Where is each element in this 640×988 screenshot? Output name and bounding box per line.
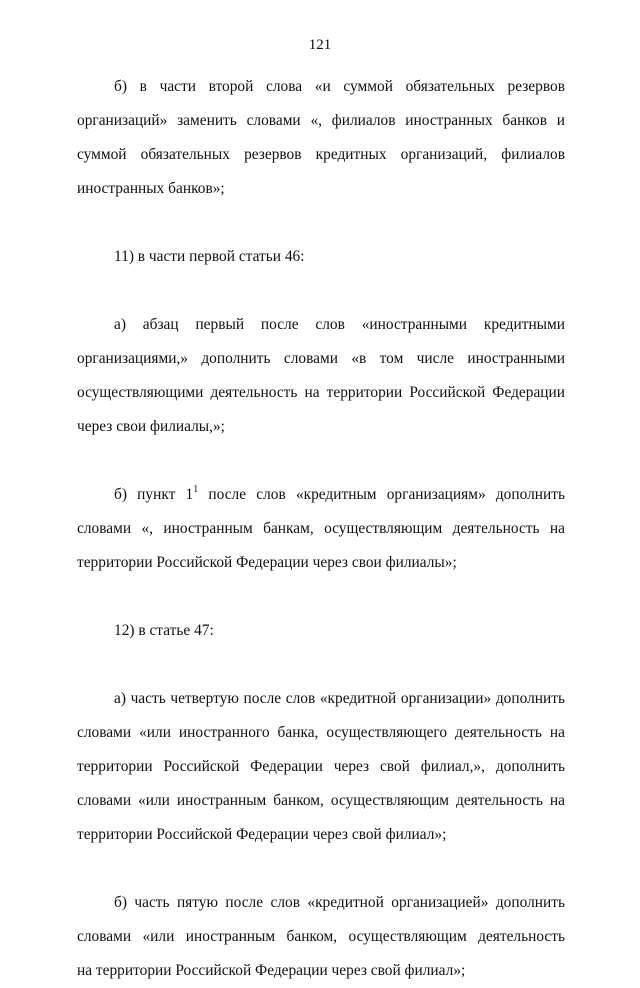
text-line: территории Российской Федерации через свои филиалы»; bbox=[77, 554, 457, 571]
text-line: иностранных банков»; bbox=[77, 180, 225, 197]
paragraph-item-11 bbox=[77, 240, 565, 274]
document-body bbox=[77, 70, 565, 988]
paragraph-b-part-two bbox=[77, 70, 565, 206]
paragraph-item-12 bbox=[77, 614, 565, 648]
text-line bbox=[77, 478, 565, 512]
paragraph-b-part-five bbox=[77, 886, 565, 988]
text-line: суммой обязательных резервов кредитных организаций, филиалов bbox=[77, 146, 565, 163]
text-fragment: б) пункт 1 bbox=[114, 486, 194, 503]
text-line: организациями,» дополнить словами «в том числе иностранными bbox=[77, 350, 565, 367]
text-line: словами «или иностранного банка, осуществляющего деятельность на bbox=[77, 724, 565, 741]
text-line: через свои филиалы,»; bbox=[77, 418, 225, 435]
text-line: территории Российской Федерации через свой филиал,», дополнить bbox=[77, 758, 565, 775]
text-line: б) в части второй слова «и суммой обязательных резервов bbox=[114, 78, 565, 95]
text-line: на территории Российской Федерации через свой филиал»; bbox=[77, 962, 466, 979]
text-line: словами «или иностранным банком, осуществляющим деятельность bbox=[77, 928, 565, 945]
text-line: а) абзац первый после слов «иностранными кредитными bbox=[114, 316, 565, 333]
text-line: б) часть пятую после слов «кредитной организацией» дополнить bbox=[114, 894, 565, 911]
page-number: 121 bbox=[308, 37, 332, 53]
superscript: 1 bbox=[193, 484, 199, 495]
text-line: 11) в части первой статьи 46: bbox=[114, 248, 305, 265]
paragraph-a-part-four bbox=[77, 682, 565, 852]
text-line: организаций» заменить словами «, филиалов иностранных банков и bbox=[77, 112, 565, 129]
text-line: территории Российской Федерации через свой филиал»; bbox=[77, 826, 447, 843]
text-line: а) часть четвертую после слов «кредитной организации» дополнить bbox=[114, 690, 565, 707]
text-line: 12) в статье 47: bbox=[114, 622, 214, 639]
text-line: словами «, иностранным банкам, осуществляющим деятельность на bbox=[77, 520, 565, 537]
text-line: осуществляющими деятельность на территории Российской Федерации bbox=[77, 384, 565, 401]
paragraph-b-point-1-1 bbox=[77, 478, 565, 580]
text-line: словами «или иностранным банком, осуществляющим деятельность на bbox=[77, 792, 565, 809]
text-fragment: после слов «кредитным организациям» дополнить bbox=[198, 486, 565, 503]
paragraph-a-first-abzac bbox=[77, 308, 565, 444]
